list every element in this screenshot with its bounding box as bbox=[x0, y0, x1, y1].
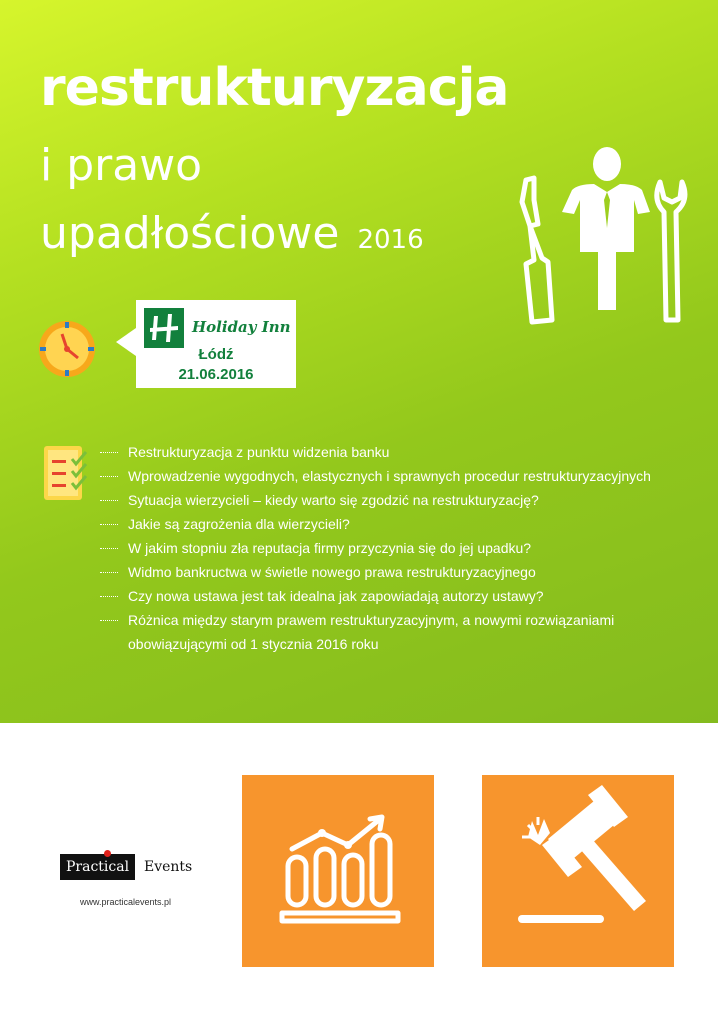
agenda-item: Sytuacja wierzycieli – kiedy warto się zgodzić na restrukturyzację? bbox=[100, 488, 700, 512]
logo-practical-text: Practical bbox=[60, 854, 135, 880]
agenda-item: Wprowadzenie wygodnych, elastycznych i sprawnych procedur restrukturyzacyjnych bbox=[100, 464, 700, 488]
agenda-item: Czy nowa ustawa jest tak idealna jak zapowiadają autorzy ustawy? bbox=[100, 584, 700, 608]
venue-city: Łódź bbox=[198, 346, 234, 363]
bullet-dots bbox=[100, 548, 118, 549]
title-line-3-text: upadłościowe bbox=[40, 208, 340, 259]
bullet-dots bbox=[100, 572, 118, 573]
venue-date: 21.06.2016 bbox=[178, 366, 254, 383]
title-main: restrukturyzacja bbox=[40, 58, 509, 118]
title-year: 2016 bbox=[357, 225, 424, 255]
hotel-name: Holiday Inn bbox=[192, 318, 291, 336]
clock-icon bbox=[38, 320, 96, 378]
gavel-icon bbox=[482, 775, 674, 967]
bullet-dots bbox=[100, 452, 118, 453]
agenda-list bbox=[100, 440, 700, 656]
practical-events-logo[interactable] bbox=[60, 848, 200, 888]
growth-chart-icon bbox=[242, 775, 434, 967]
agenda-item: Widmo bankructwa w świetle nowego prawa restrukturyzacyjnego bbox=[100, 560, 700, 584]
title-line-3 bbox=[40, 208, 424, 259]
bullet-dots bbox=[100, 476, 118, 477]
logo-red-dot-icon bbox=[104, 850, 111, 857]
title-line-2: i prawo bbox=[40, 140, 203, 191]
holiday-inn-logo-icon bbox=[144, 308, 184, 348]
logo-events-text: Events bbox=[144, 859, 193, 875]
bullet-dots bbox=[100, 620, 118, 621]
gavel-tile bbox=[482, 775, 674, 967]
agenda-item: Jakie są zagrożenia dla wierzycieli? bbox=[100, 512, 700, 536]
agenda-item: Restrukturyzacja z punktu widzenia banku bbox=[100, 440, 700, 464]
venue-card bbox=[136, 300, 296, 388]
bullet-dots bbox=[100, 500, 118, 501]
bullet-dots bbox=[100, 596, 118, 597]
agenda-item: Różnica między starym prawem restrukturyzacyjnym, a nowymi rozwiązaniami obowiązującymi od 1 stycznia 2016 roku bbox=[100, 608, 700, 656]
checklist-icon bbox=[42, 444, 90, 502]
website-url[interactable]: www.practicalevents.pl bbox=[80, 897, 172, 907]
bullet-dots bbox=[100, 524, 118, 525]
agenda-item: W jakim stopniu zła reputacja firmy przyczynia się do jej upadku? bbox=[100, 536, 700, 560]
venue-callout-pointer bbox=[116, 328, 136, 356]
growth-chart-tile bbox=[242, 775, 434, 967]
businessman-with-tools-icon bbox=[512, 140, 702, 340]
